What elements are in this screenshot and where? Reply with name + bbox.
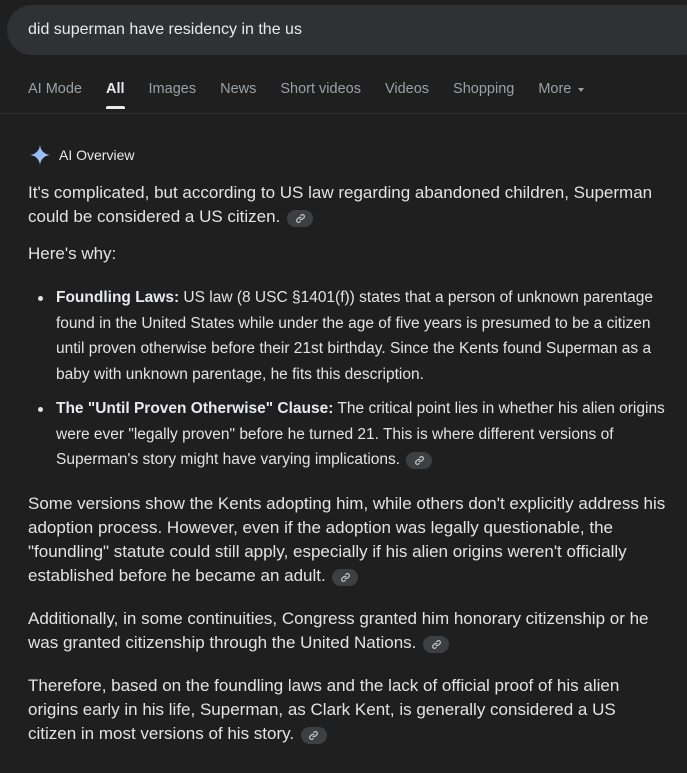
source-link-button[interactable] bbox=[301, 727, 327, 744]
search-bar[interactable] bbox=[7, 5, 687, 55]
ai-overview-content bbox=[28, 181, 668, 746]
tab-all[interactable]: All bbox=[106, 81, 125, 111]
bullet-text: The critical point lies in whether his alien origins were ever "legally proven" before he turned 21. This is where different versions of Superman's story might have varying implications. bbox=[56, 400, 665, 468]
tab-images[interactable]: Images bbox=[148, 81, 197, 97]
bullet-text: US law (8 USC §1401(f)) states that a person of unknown parentage found in the United States while under the age of five years is presumed to be a citizen until proven otherwise before their 21st birthday. Since the Kents found Superman as a baby with unknown parentage, he fits this description. bbox=[56, 289, 653, 383]
link-icon bbox=[340, 572, 351, 583]
link-icon bbox=[431, 639, 442, 650]
tabs-divider bbox=[0, 113, 687, 114]
tab-more-label: More bbox=[538, 81, 572, 97]
bullet-heading: The "Until Proven Otherwise" Clause: bbox=[56, 400, 334, 417]
adoption-paragraph bbox=[28, 492, 668, 588]
congress-paragraph bbox=[28, 607, 668, 655]
source-link-button[interactable] bbox=[287, 210, 313, 227]
reason-list bbox=[28, 285, 668, 473]
conclusion-paragraph bbox=[28, 674, 668, 746]
link-icon bbox=[414, 455, 425, 466]
intro-paragraph bbox=[28, 181, 668, 229]
list-item bbox=[28, 285, 668, 387]
tab-short-videos[interactable]: Short videos bbox=[280, 81, 361, 97]
tab-videos[interactable]: Videos bbox=[384, 81, 430, 97]
chevron-down-icon bbox=[578, 88, 584, 92]
why-heading: Here's why: bbox=[28, 244, 117, 263]
link-icon bbox=[295, 213, 306, 224]
link-icon bbox=[308, 730, 319, 741]
source-link-button[interactable] bbox=[423, 636, 449, 653]
adoption-text: Some versions show the Kents adopting him, while others don't explicitly address his adoption process. However, even if the adoption was legally questionable, the "foundling" statute could still apply, especially if his alien origins weren't officially established before he became an adult. bbox=[28, 493, 666, 585]
ai-overview-title: AI Overview bbox=[59, 147, 135, 163]
source-link-button[interactable] bbox=[406, 452, 432, 469]
sparkle-icon bbox=[29, 144, 51, 166]
tab-more[interactable] bbox=[538, 81, 584, 111]
list-item bbox=[28, 396, 668, 473]
search-tabs bbox=[28, 81, 608, 115]
tab-ai-mode[interactable]: AI Mode bbox=[28, 81, 82, 97]
source-link-button[interactable] bbox=[332, 569, 358, 586]
congress-text: Additionally, in some continuities, Congress granted him honorary citizenship or he was granted citizenship through the United Nations. bbox=[28, 608, 649, 652]
search-query[interactable]: did superman have residency in the us bbox=[28, 21, 302, 38]
intro-text: It's complicated, but according to US law regarding abandoned children, Superman could be considered a US citizen. bbox=[28, 183, 653, 226]
ai-overview-header bbox=[29, 144, 134, 166]
conclusion-text: Therefore, based on the foundling laws and the lack of official proof of his alien origins early in his life, Superman, as Clark Kent, is generally considered a US citizen in most versions of his story. bbox=[28, 675, 620, 743]
tab-news[interactable]: News bbox=[220, 81, 257, 97]
tab-shopping[interactable]: Shopping bbox=[453, 81, 515, 97]
bullet-heading: Foundling Laws: bbox=[56, 289, 180, 306]
